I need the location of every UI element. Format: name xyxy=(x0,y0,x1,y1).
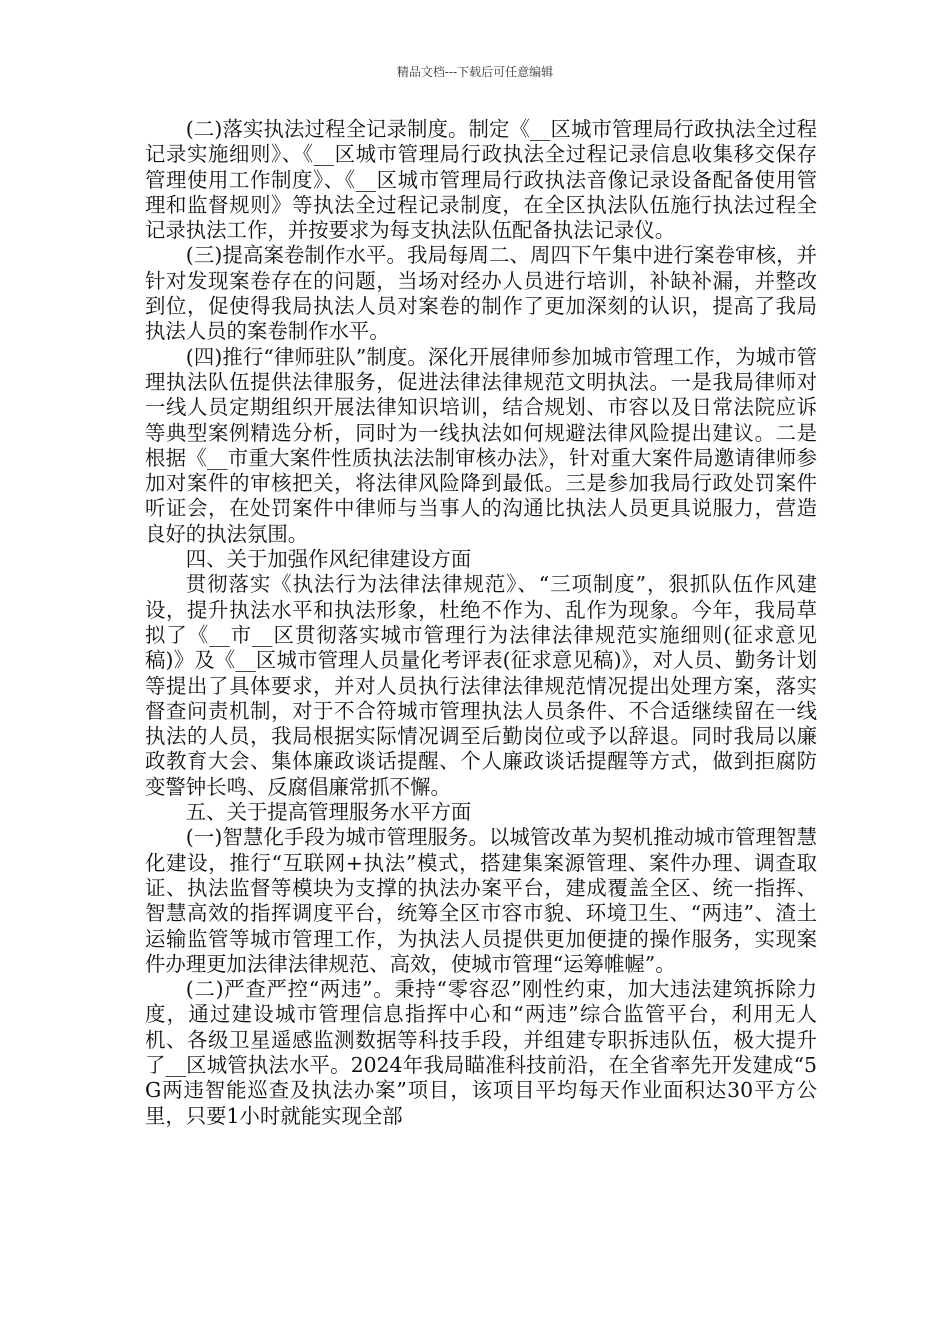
paragraph-smart-management: (一)智慧化手段为城市管理服务。以城管改革为契机推动城市管理智慧化建设，推行“互联网+执法”模式，搭建集案源管理、案件办理、调查取证、执法监督等模块为支撑的执法办案平台，建成覆盖全区、统一指挥、智慧高效的指挥调度平台，统筹全区市容市貌、环境卫生、“两违”、渣土运输监管等城市管理工作，为执法人员提供更加便捷的操作服务，实现案件办理更加法律法律规范、高效，使城市管理“运筹帷幄”。 xyxy=(145,825,817,976)
paragraph-illegal-construction: (二)严查严控“两违”。秉持“零容忍”刚性约束，加大违法建筑拆除力度，通过建设城市管理信息指挥中心和“两违”综合监管平台，利用无人机、各级卫星遥感监测数据等科技手段，并组建专职拆违队伍，极大提升了__区城管执法水平。2024年我局瞄准科技前沿，在全省率先开发建成“5G两违智能巡查及执法办案”项目，该项目平均每天作业面积达30平方公里，只要1小时就能实现全部 xyxy=(145,977,817,1128)
paragraph-discipline: 贯彻落实《执法行为法律法律规范》、“三项制度”，狠抓队伍作风建设，提升执法水平和执法形象，杜绝不作为、乱作为现象。今年，我局草拟了《__市__区贯彻落实城市管理行为法律法律规范实施细则(征求意见稿)》及《__区城市管理人员量化考评表(征求意见稿)》，对人员、勤务计划等提出了具体要求，并对人员执行法律法律规范情况提出处理方案，落实督查问责机制，对于不合符城市管理执法人员条件、不合适继续留在一线执法的人员，我局根据实际情况调至后勤岗位或予以辞退。同时我局以廉政教育大会、集体廉政谈话提醒、个人廉政谈话提醒等方式，做到拒腐防变警钟长鸣、反腐倡廉常抓不懈。 xyxy=(145,572,817,799)
paragraph-lawyer-in-team: (四)推行“律师驻队”制度。深化开展律师参加城市管理工作，为城市管理执法队伍提供法律服务，促进法律法律规范文明执法。一是我局律师对一线人员定期组织开展法律知识培训，结合规划、市容以及日常法院应诉等典型案例精选分析，同时为一线执法如何规避法律风险提出建议。二是根据《__市重大案件性质执法法制审核办法》，针对重大案件局邀请律师参加对案件的审核把关，将法律风险降到最低。三是参加我局行政处罚案件听证会，在处罚案件中律师与当事人的沟通比执法人员更具说服力，营造良好的执法氛围。 xyxy=(145,344,817,546)
document-body xyxy=(145,117,817,1129)
paragraph-execution-recording: (二)落实执法过程全记录制度。制定《__区城市管理局行政执法全过程记录实施细则》、《__区城市管理局行政执法全过程记录信息收集移交保存管理使用工作制度》、《__区城市管理局行政执法音像记录设备配备使用管理和监督规则》等执法全过程记录制度，在全区执法队伍施行执法过程全记录执法工作，并按要求为每支执法队伍配备执法记录仪。 xyxy=(145,117,817,243)
section-heading-discipline: 四、关于加强作风纪律建设方面 xyxy=(185,547,472,572)
paragraph-case-file-quality: (三)提高案卷制作水平。我局每周二、周四下午集中进行案卷审核，并针对发现案卷存在的问题，当场对经办人员进行培训，补缺补漏，并整改到位，促使得我局执法人员对案卷的制作了更加深刻的认识，提高了我局执法人员的案卷制作水平。 xyxy=(145,243,817,344)
page-header: 精品文档---下载后可任意编辑 xyxy=(396,65,554,79)
section-heading-service: 五、关于提高管理服务水平方面 xyxy=(185,800,472,825)
